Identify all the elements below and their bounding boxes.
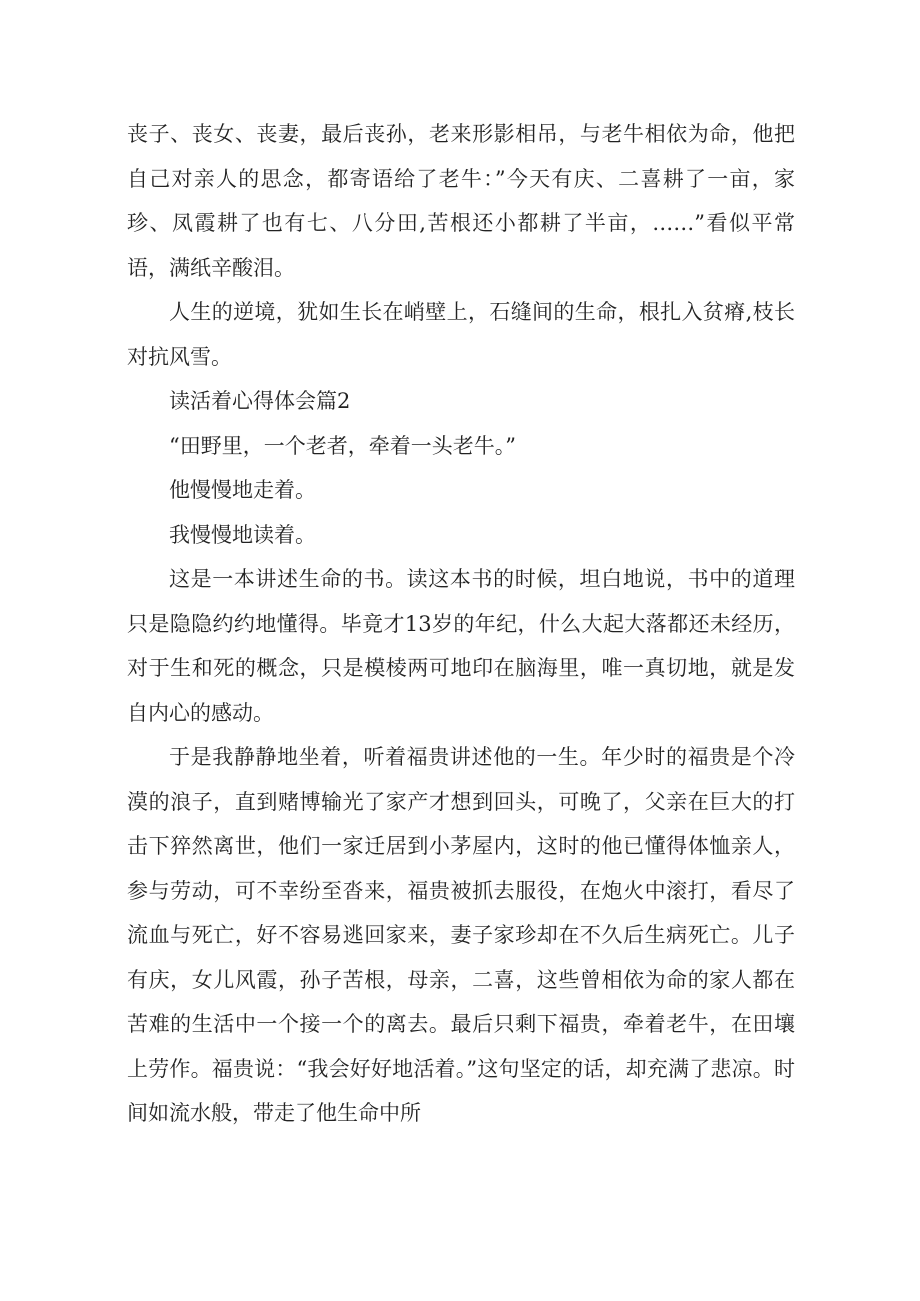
document-body: [127, 112, 795, 1136]
paragraph-adversity: 人生的逆境，犹如生长在峭壁上，石缝间的生命，根扎入贫瘠,枝长对抗风雪。: [127, 300, 795, 369]
paragraph-continuation: 丧子、丧女、丧妻，最后丧孙，老来形影相吊，与老牛相依为命，他把自己对亲人的思念，都寄语给了老牛：”今天有庆、二喜耕了一亩，家珍、凤霞耕了也有七、八分田,苦根还小都耕了半亩，……”看似平常语，满纸辛酸泪。: [127, 122, 795, 280]
section-heading: 读活着心得体会篇2: [169, 389, 351, 413]
paragraph-fugui-story: 于是我静静地坐着，听着福贵讲述他的一生。年少时的福贵是个冷漠的浪子，直到赌博输光了家产才想到回头，可晚了，父亲在巨大的打击下猝然离世，他们一家迁居到小茅屋内，这时的他已懂得体恤亲人，参与劳动，可不幸纷至沓来，福贵被抓去服役，在炮火中滚打，看尽了流血与死亡，好不容易逃回家来，妻子家珍却在不久后生病死亡。儿子有庆，女儿风霞，孙子苦根，母亲，二喜，这些曾相依为命的家人都在苦难的生活中一个接一个的离去。最后只剩下福贵，牵着老牛，在田壤上劳作。福贵说：“我会好好地活着。”这句坚定的话，却充满了悲凉。时间如流水般，带走了他生命中所: [127, 745, 795, 1125]
paragraph-quote: “田野里，一个老者，牵着一头老牛。”: [169, 433, 516, 458]
paragraph-walking: 他慢慢地走着。: [169, 478, 316, 502]
paragraph-book-intro: 这是一本讲述生命的书。读这本书的时候，坦白地说，书中的道理只是隐隐约约地懂得。毕竟才13岁的年纪，什么大起大落都还未经历，对于生和死的概念，只是模棱两可地印在脑海里，唯一真切地，就是发自内心的感动。: [127, 567, 795, 725]
paragraph-reading: 我慢慢地读着。: [169, 522, 316, 547]
